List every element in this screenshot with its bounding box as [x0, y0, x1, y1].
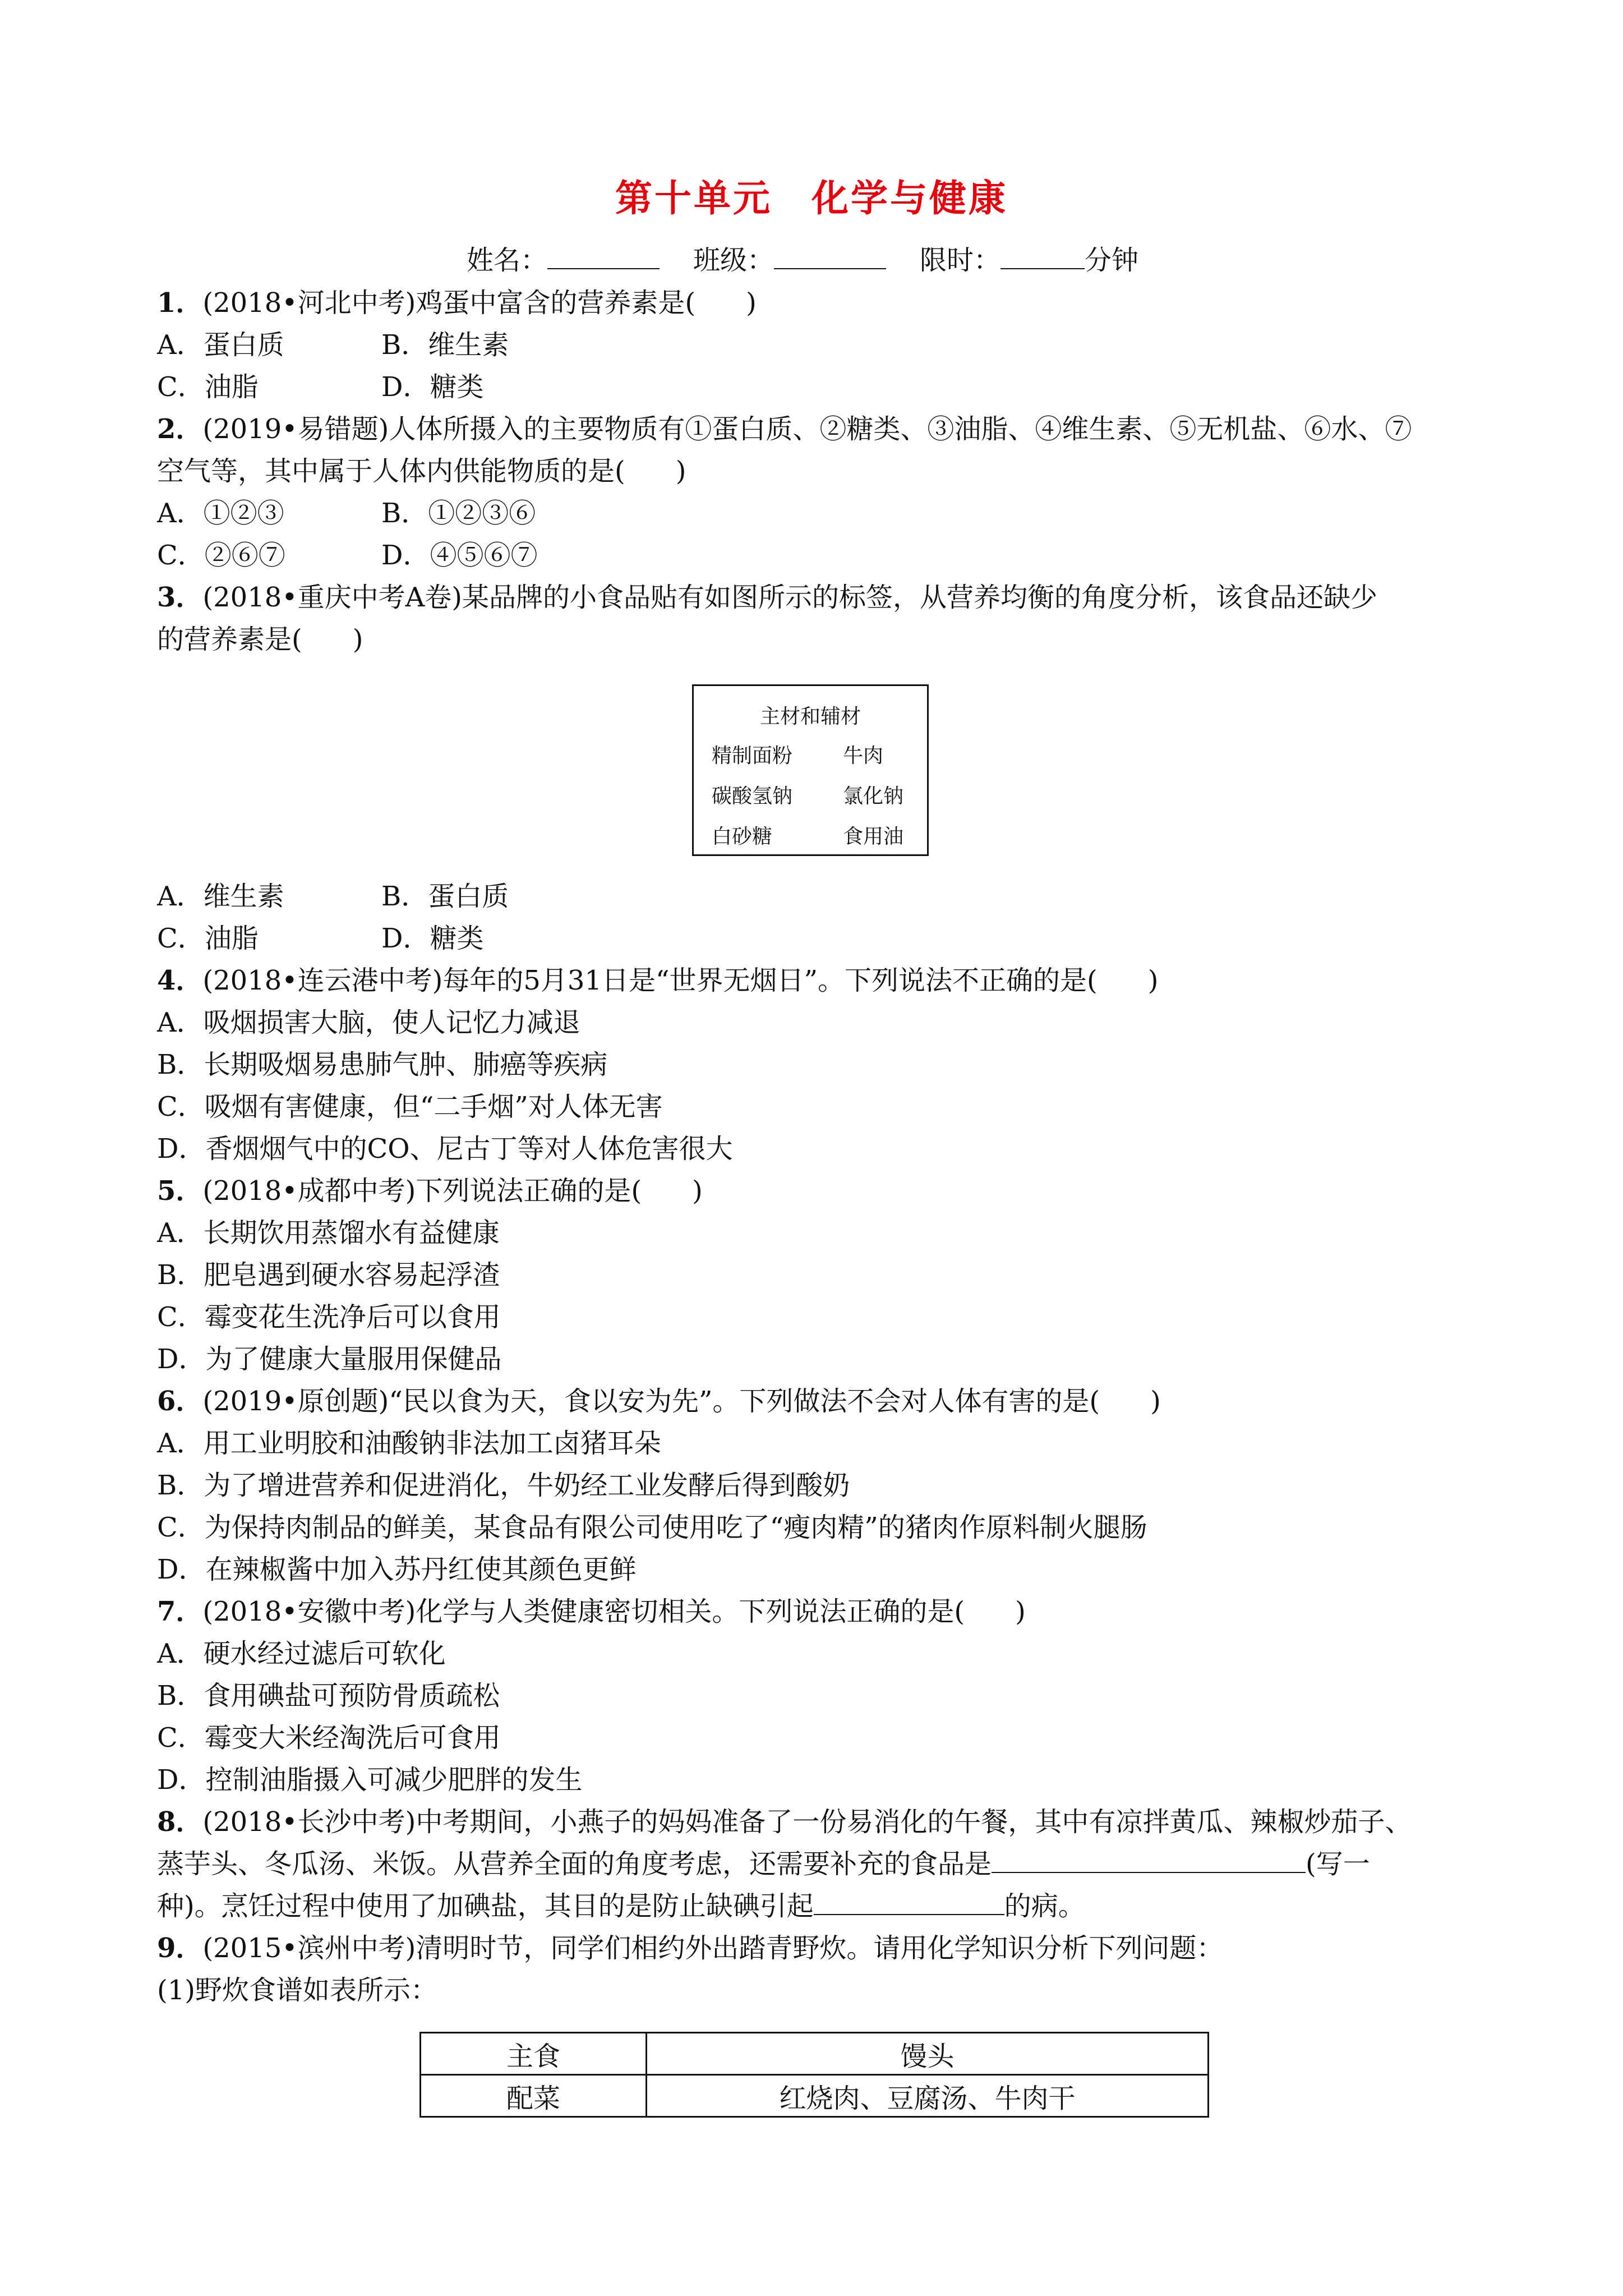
food-label-item: 精制面粉: [712, 744, 793, 767]
option[interactable]: D．为了健康大量服用保健品: [157, 1343, 502, 1375]
header-fields: [467, 243, 1138, 277]
question-text: (2018•成都中考)下列说法正确的是(: [202, 1175, 642, 1207]
question-text: (2018•连云港中考)每年的5月31日是“世界无烟日”。下列说法不正确的是(: [202, 965, 1098, 996]
option[interactable]: B．肥皂遇到硬水容易起浮渣: [157, 1259, 500, 1291]
food-label-title: 主材和辅材: [759, 705, 861, 728]
paren-close: ): [675, 455, 686, 487]
class-label: 班级：: [693, 245, 774, 276]
option[interactable]: C．吸烟有害健康，但“二手烟”对人体无害: [157, 1091, 663, 1122]
question-number: 3．: [157, 582, 203, 613]
option[interactable]: A．硬水经过滤后可软化: [157, 1638, 446, 1669]
question-number: 8．: [157, 1806, 203, 1838]
question-3: [157, 581, 1377, 614]
q1-options-row1: [157, 328, 509, 362]
page-title: [0, 168, 1623, 222]
question-text: 的营养素是(: [157, 624, 302, 655]
class-blank[interactable]: [774, 243, 886, 269]
question-text: (2018•河北中考)鸡蛋中富含的营养素是(: [202, 287, 696, 319]
option[interactable]: B．食用碘盐可预防骨质疏松: [157, 1680, 500, 1711]
option[interactable]: A．吸烟损害大脑，使人记忆力减退: [157, 1007, 580, 1038]
table-row: [421, 2075, 1209, 2117]
option[interactable]: B．为了增进营养和促进消化，牛奶经工业发酵后得到酸奶: [157, 1470, 850, 1501]
q3-options-row2: [157, 922, 484, 955]
question-number: 1．: [157, 287, 203, 319]
title-unit: 第十单元: [615, 177, 772, 220]
q1-options-row2: [157, 370, 484, 404]
question-text: 蒸芋头、冬瓜汤、米饭。从营养全面的角度考虑，还需要补充的食品是: [157, 1848, 992, 1880]
question-text: (2015•滨州中考)清明时节，同学们相约外出踏青野炊。请用化学知识分析下列问题：: [202, 1932, 1224, 1964]
paren-close: ): [1015, 1596, 1026, 1627]
question-number: 6．: [157, 1386, 203, 1417]
question-text: 种)。烹饪过程中使用了加碘盐，其目的是防止缺碘引起: [157, 1890, 814, 1922]
question-text: (2019•易错题)人体所摄入的主要物质有①蛋白质、②糖类、③油脂、④维生素、⑤无机盐、⑥水、⑦: [202, 413, 1412, 445]
option[interactable]: A．蛋白质: [157, 329, 284, 361]
food-label-item: 牛肉: [843, 744, 884, 767]
question-4: [157, 964, 1159, 997]
option[interactable]: C．为保持肉制品的鲜美，某食品有限公司使用吃了“瘦肉精”的猪肉作原料制火腿肠: [157, 1512, 1147, 1543]
paren-close: ): [1147, 965, 1159, 996]
table-row: [421, 2033, 1209, 2075]
question-text: (2018•安徽中考)化学与人类健康密切相关。下列说法正确的是(: [202, 1596, 965, 1627]
q2-options-row2: [157, 539, 538, 572]
q2-options-row1: [157, 496, 536, 530]
option[interactable]: A．长期饮用蒸馏水有益健康: [157, 1217, 500, 1249]
option[interactable]: C．霉变花生洗净后可以食用: [157, 1301, 501, 1333]
table-cell: 红烧肉、豆腐汤、牛肉干: [647, 2075, 1209, 2117]
table-cell: 主食: [421, 2033, 647, 2075]
question-text: (2018•重庆中考A卷)某品牌的小食品贴有如图所示的标签，从营养均衡的角度分析，该食品还缺少: [202, 582, 1377, 613]
food-label-item: 碳酸氢钠: [712, 785, 793, 808]
title-topic: 化学与健康: [811, 177, 1008, 220]
table-cell: 馒头: [647, 2033, 1209, 2075]
food-answer-blank[interactable]: [992, 1847, 1306, 1873]
question-8-cont: [157, 1847, 1370, 1881]
question-text: 的病。: [1004, 1890, 1085, 1922]
option[interactable]: B．维生素: [381, 329, 509, 361]
paren-close: ): [692, 1175, 703, 1207]
food-label-figure: [692, 684, 929, 856]
option[interactable]: C．霉变大米经淘洗后可食用: [157, 1722, 501, 1754]
option[interactable]: B．蛋白质: [381, 881, 509, 912]
question-number: 7．: [157, 1596, 203, 1627]
question-5: [157, 1174, 703, 1208]
time-label: 限时：: [920, 245, 1001, 276]
question-8-cont2: [157, 1889, 1085, 1923]
option[interactable]: A．维生素: [157, 881, 284, 912]
paren-close: ): [352, 624, 363, 655]
table-cell: 配菜: [421, 2075, 647, 2117]
food-label-item: 食用油: [843, 825, 904, 848]
disease-answer-blank[interactable]: [814, 1889, 1004, 1915]
option[interactable]: D．糖类: [381, 371, 484, 403]
q3-options-row1: [157, 880, 509, 913]
picnic-menu-table: [419, 2032, 1209, 2118]
option[interactable]: A．①②③: [157, 498, 284, 529]
paren-close: ): [1150, 1386, 1161, 1417]
question-3-cont: [157, 623, 363, 656]
question-7: [157, 1595, 1026, 1628]
time-blank[interactable]: [1000, 243, 1085, 269]
question-number: 4．: [157, 965, 203, 996]
name-blank[interactable]: [547, 243, 660, 269]
option[interactable]: D．④⑤⑥⑦: [381, 540, 538, 571]
food-label-item: 氯化钠: [843, 785, 904, 808]
question-text: (2019•原创题)“民以食为天，食以安为先”。下列做法不会对人体有害的是(: [202, 1386, 1100, 1417]
option[interactable]: C．油脂: [157, 371, 259, 403]
question-8: [157, 1805, 1412, 1839]
question-number: 5．: [157, 1175, 203, 1207]
question-text: (2018•长沙中考)中考期间，小燕子的妈妈准备了一份易消化的午餐，其中有凉拌黄瓜、辣椒炒茄子、: [202, 1806, 1412, 1838]
option[interactable]: C．②⑥⑦: [157, 540, 285, 571]
option[interactable]: D．控制油脂摄入可减少肥胖的发生: [157, 1764, 583, 1796]
question-2-cont: [157, 454, 686, 488]
option[interactable]: B．长期吸烟易患肺气肿、肺癌等疾病: [157, 1049, 608, 1080]
option[interactable]: C．油脂: [157, 923, 259, 954]
question-number: 9．: [157, 1932, 203, 1964]
option[interactable]: B．①②③⑥: [381, 498, 536, 529]
food-label-item: 白砂糖: [712, 825, 773, 848]
question-9: [157, 1931, 1223, 1965]
paren-close: ): [746, 287, 757, 319]
time-unit: 分钟: [1085, 245, 1139, 276]
question-text: 空气等，其中属于人体内供能物质的是(: [157, 455, 625, 487]
question-number: 2．: [157, 413, 203, 445]
question-text: (写一: [1306, 1848, 1370, 1880]
question-1: [157, 286, 757, 320]
name-label: 姓名：: [467, 245, 548, 276]
question-2: [157, 412, 1412, 446]
option[interactable]: D．在辣椒酱中加入苏丹红使其颜色更鲜: [157, 1554, 637, 1585]
option[interactable]: D．香烟烟气中的CO、尼古丁等对人体危害很大: [157, 1133, 733, 1165]
sub-question-1: (1)野炊食谱如表所示：: [157, 1975, 437, 2006]
option[interactable]: A．用工业明胶和油酸钠非法加工卤猪耳朵: [157, 1428, 661, 1459]
question-6: [157, 1384, 1161, 1418]
option[interactable]: D．糖类: [381, 923, 484, 954]
